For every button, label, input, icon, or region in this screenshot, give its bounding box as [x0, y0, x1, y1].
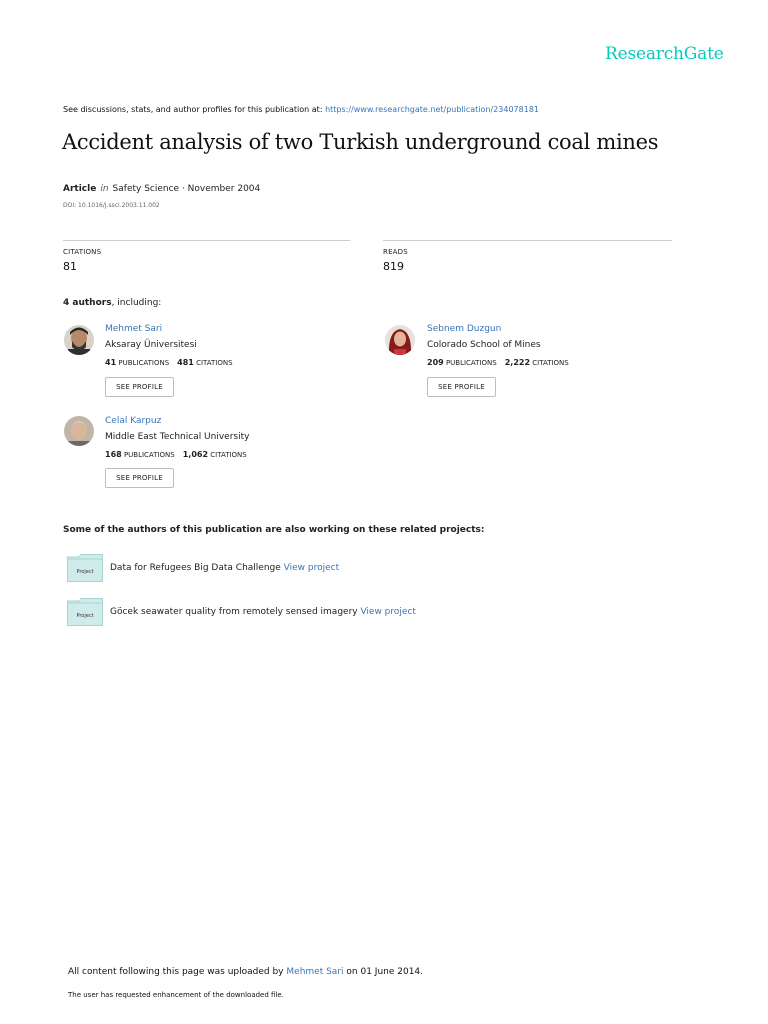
- citations-divider: [63, 240, 350, 241]
- publications-count: 209: [427, 358, 444, 367]
- publications-label: PUBLICATIONS: [118, 359, 170, 367]
- author-name-link[interactable]: Mehmet Sari: [105, 324, 163, 334]
- citations-count-label: CITATIONS: [196, 359, 233, 367]
- authors-count: 4 authors: [63, 298, 112, 308]
- reads-label: READS: [383, 248, 408, 256]
- upload-prefix: All content following this page was uploaded by: [68, 967, 284, 977]
- author-name-link[interactable]: Sebnem Duzgun: [427, 324, 502, 334]
- project-folder-icon: [67, 598, 103, 626]
- list-item: [110, 607, 416, 617]
- author-photo-icon: [385, 325, 415, 355]
- author-stats: [105, 450, 247, 459]
- publication-meta: [63, 184, 260, 194]
- author-photo-icon: [64, 416, 94, 446]
- citations-count: 1,062: [182, 450, 209, 459]
- related-projects-heading: Some of the authors of this publication are also working on these related projects:: [63, 525, 485, 535]
- publication-type: Article: [63, 184, 97, 194]
- citations-count: 2,222: [504, 358, 531, 367]
- reads-divider: [383, 240, 672, 241]
- avatar[interactable]: [385, 325, 415, 355]
- project-icon-label: Project: [76, 613, 94, 619]
- researchgate-logo[interactable]: ResearchGate: [605, 44, 724, 64]
- enhancement-note: The user has requested enhancement of the downloaded file.: [68, 991, 284, 999]
- publication-url-link[interactable]: https://www.researchgate.net/publication/234078181: [325, 105, 539, 114]
- upload-note: [68, 967, 423, 977]
- publications-label: PUBLICATIONS: [123, 451, 175, 459]
- see-profile-button[interactable]: SEE PROFILE: [427, 377, 496, 397]
- citations-label: CITATIONS: [63, 248, 102, 256]
- see-profile-button[interactable]: SEE PROFILE: [105, 377, 174, 397]
- project-name: Data for Refugees Big Data Challenge: [110, 563, 281, 573]
- project-folder-icon: [67, 554, 103, 582]
- publications-count: 168: [105, 450, 122, 459]
- uploader-link[interactable]: Mehmet Sari: [286, 967, 344, 977]
- author-name-link[interactable]: Celal Karpuz: [105, 416, 162, 426]
- citations-count: 481: [177, 358, 194, 367]
- author-institution: Colorado School of Mines: [427, 340, 541, 350]
- author-institution: Aksaray Üniversitesi: [105, 340, 197, 350]
- discussions-text: See discussions, stats, and author profiles for this publication at:: [63, 105, 323, 114]
- publications-count: 41: [105, 358, 117, 367]
- view-project-link[interactable]: View project: [283, 563, 340, 573]
- author-stats: [105, 358, 233, 367]
- reads-value: 819: [383, 260, 404, 273]
- citations-count-label: CITATIONS: [210, 451, 247, 459]
- see-profile-button[interactable]: SEE PROFILE: [105, 468, 174, 488]
- authors-heading: [63, 298, 161, 308]
- list-item: [110, 563, 339, 573]
- project-name: Göcek seawater quality from remotely sensed imagery: [110, 607, 358, 617]
- citations-value: 81: [63, 260, 77, 273]
- author-photo-icon: [64, 325, 94, 355]
- publication-doi: DOI: 10.1016/j.ssci.2003.11.002: [63, 202, 160, 209]
- avatar[interactable]: [64, 325, 94, 355]
- project-icon-label: Project: [76, 569, 94, 575]
- upload-suffix: on 01 June 2014.: [346, 967, 424, 977]
- journal-date: Safety Science · November 2004: [112, 184, 261, 194]
- publication-title: Accident analysis of two Turkish underground coal mines: [62, 130, 659, 154]
- discussions-line: [63, 105, 539, 114]
- author-institution: Middle East Technical University: [105, 432, 250, 442]
- view-project-link[interactable]: View project: [360, 607, 416, 617]
- publications-label: PUBLICATIONS: [445, 359, 497, 367]
- in-label: in: [100, 184, 109, 194]
- author-stats: [427, 358, 569, 367]
- authors-suffix: , including:: [111, 298, 162, 308]
- avatar[interactable]: [64, 416, 94, 446]
- citations-count-label: CITATIONS: [532, 359, 569, 367]
